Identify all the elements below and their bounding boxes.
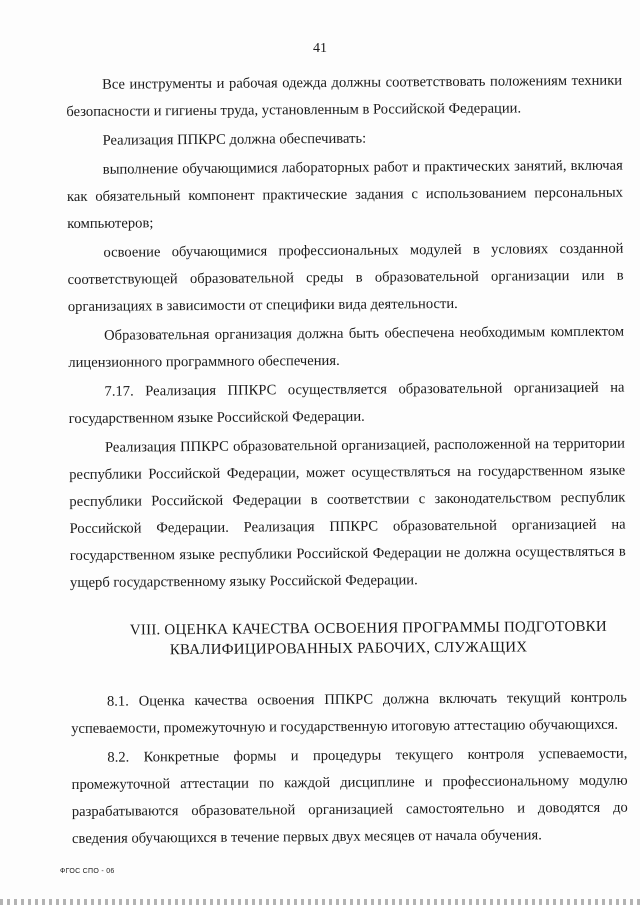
page-number: 41 <box>313 41 327 56</box>
paragraph: Все инструменты и рабочая одежда должны соответствовать положениям техники безопасности и гигиены труда, установленным в Российской Федерации. <box>66 72 623 120</box>
document-body <box>66 68 628 853</box>
section-heading <box>70 617 626 661</box>
paragraph: освоение обучающимися профессиональных модулей в условиях созданной соответствующей образовательной среды в образовательной организации или в организациях в зависимости от специфики вида деятельности. <box>67 240 624 315</box>
scan-edge-artifact <box>0 899 640 905</box>
paragraph: 8.1. Оценка качества освоения ППКРС должна включать текущий контроль успеваемости, промежуточную и государственную итоговую аттестацию обучающихся. <box>71 689 627 737</box>
section-heading-line-2: КВАЛИФИЦИРОВАННЫХ РАБОЧИХ, СЛУЖАЩИХ <box>169 639 528 659</box>
paragraph: Реализация ППКРС образовательной организацией, расположенной на территории республики Российской Федерации, может осуществляться на государственном языке республики Российской Федерации в соответствии с законодательством республик Российской Федерации. Реализация ППКРС образовательной организацией на государственном языке республики Российской Федерации не должна осуществляться в ущерб государственному языку Российской Федерации. <box>69 435 626 591</box>
paragraph: выполнение обучающимися лабораторных работ и практических занятий, включая как обязательный компонент практические задания с использованием персональных компьютеров; <box>66 157 624 232</box>
paragraph: 8.2. Конкретные формы и процедуры текущего контроля успеваемости, промежуточной аттестации по каждой дисциплине и профессиональному модулю разрабатываются образовательной организацией самостоятельно и доводятся до сведения обучающихся в течение первых двух месяцев от начала обучения. <box>71 745 628 847</box>
paragraph: Реализация ППКРС должна обеспечивать: <box>102 130 367 149</box>
section-heading-line-1: VIII. ОЦЕНКА КАЧЕСТВА ОСВОЕНИЯ ПРОГРАММЫ ПОДГОТОВКИ <box>129 618 607 639</box>
paragraph: Образовательная организация должна быть обеспечена необходимым комплектом лицензионного программного обеспечения. <box>68 323 625 371</box>
paragraph: 7.17. Реализация ППКРС осуществляется образовательной организацией на государственном языке Российской Федерации. <box>68 379 625 427</box>
footer-label: ФГОС СПО - 06 <box>60 868 115 875</box>
